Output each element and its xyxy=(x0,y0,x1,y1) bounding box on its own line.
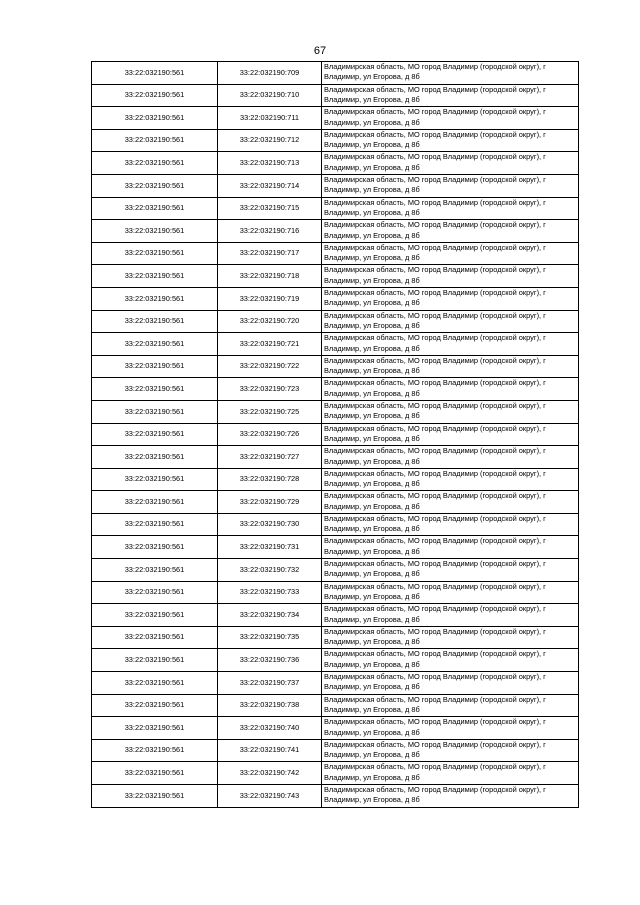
cadastral-number: 33:22:032190:740 xyxy=(218,717,322,740)
parent-cadastral-number: 33:22:032190:561 xyxy=(92,242,218,265)
parent-cadastral-number: 33:22:032190:561 xyxy=(92,265,218,288)
address: Владимирская область, МО город Владимир (городской округ), г Владимир, ул Егорова, д 8б xyxy=(322,333,579,356)
parent-cadastral-number: 33:22:032190:561 xyxy=(92,785,218,808)
table-row xyxy=(92,559,579,582)
table-row xyxy=(92,129,579,152)
table-row xyxy=(92,739,579,762)
address: Владимирская область, МО город Владимир (городской округ), г Владимир, ул Егорова, д 8б xyxy=(322,107,579,130)
cadastral-number: 33:22:032190:742 xyxy=(218,762,322,785)
table-row xyxy=(92,491,579,514)
address: Владимирская область, МО город Владимир (городской округ), г Владимир, ул Егорова, д 8б xyxy=(322,265,579,288)
parent-cadastral-number: 33:22:032190:561 xyxy=(92,717,218,740)
cadastral-number: 33:22:032190:733 xyxy=(218,581,322,604)
table-row xyxy=(92,536,579,559)
parent-cadastral-number: 33:22:032190:561 xyxy=(92,559,218,582)
table-row xyxy=(92,717,579,740)
table-row xyxy=(92,649,579,672)
address: Владимирская область, МО город Владимир (городской округ), г Владимир, ул Егорова, д 8б xyxy=(322,242,579,265)
address: Владимирская область, МО город Владимир (городской округ), г Владимир, ул Егорова, д 8б xyxy=(322,785,579,808)
parent-cadastral-number: 33:22:032190:561 xyxy=(92,491,218,514)
table-row xyxy=(92,152,579,175)
cadastral-number: 33:22:032190:710 xyxy=(218,84,322,107)
address: Владимирская область, МО город Владимир (городской округ), г Владимир, ул Егорова, д 8б xyxy=(322,197,579,220)
table-row xyxy=(92,287,579,310)
table-row xyxy=(92,378,579,401)
address: Владимирская область, МО город Владимир (городской округ), г Владимир, ул Егорова, д 8б xyxy=(322,536,579,559)
table-row xyxy=(92,220,579,243)
cadastral-number: 33:22:032190:725 xyxy=(218,400,322,423)
cadastral-number: 33:22:032190:737 xyxy=(218,672,322,695)
table-row xyxy=(92,762,579,785)
address: Владимирская область, МО город Владимир (городской округ), г Владимир, ул Егорова, д 8б xyxy=(322,626,579,649)
parent-cadastral-number: 33:22:032190:561 xyxy=(92,333,218,356)
parent-cadastral-number: 33:22:032190:561 xyxy=(92,355,218,378)
address: Владимирская область, МО город Владимир (городской округ), г Владимир, ул Егорова, д 8б xyxy=(322,604,579,627)
table-row xyxy=(92,355,579,378)
cadastral-number: 33:22:032190:727 xyxy=(218,446,322,469)
parent-cadastral-number: 33:22:032190:561 xyxy=(92,468,218,491)
table-row xyxy=(92,604,579,627)
parent-cadastral-number: 33:22:032190:561 xyxy=(92,694,218,717)
page-number: 67 xyxy=(313,45,327,57)
address: Владимирская область, МО город Владимир (городской округ), г Владимир, ул Егорова, д 8б xyxy=(322,174,579,197)
address: Владимирская область, МО город Владимир (городской округ), г Владимир, ул Егорова, д 8б xyxy=(322,468,579,491)
parent-cadastral-number: 33:22:032190:561 xyxy=(92,310,218,333)
cadastral-number: 33:22:032190:712 xyxy=(218,129,322,152)
cadastral-number: 33:22:032190:722 xyxy=(218,355,322,378)
address: Владимирская область, МО город Владимир (городской округ), г Владимир, ул Егорова, д 8б xyxy=(322,84,579,107)
cadastral-number: 33:22:032190:716 xyxy=(218,220,322,243)
table-row xyxy=(92,423,579,446)
parent-cadastral-number: 33:22:032190:561 xyxy=(92,581,218,604)
address: Владимирская область, МО город Владимир (городской округ), г Владимир, ул Егорова, д 8б xyxy=(322,220,579,243)
address: Владимирская область, МО город Владимир (городской округ), г Владимир, ул Егорова, д 8б xyxy=(322,491,579,514)
address: Владимирская область, МО город Владимир (городской округ), г Владимир, ул Егорова, д 8б xyxy=(322,559,579,582)
parent-cadastral-number: 33:22:032190:561 xyxy=(92,152,218,175)
table-row xyxy=(92,107,579,130)
address: Владимирская область, МО город Владимир (городской округ), г Владимир, ул Егорова, д 8б xyxy=(322,310,579,333)
parent-cadastral-number: 33:22:032190:561 xyxy=(92,649,218,672)
cadastral-number: 33:22:032190:734 xyxy=(218,604,322,627)
table-row xyxy=(92,446,579,469)
cadastral-number: 33:22:032190:729 xyxy=(218,491,322,514)
parent-cadastral-number: 33:22:032190:561 xyxy=(92,220,218,243)
parent-cadastral-number: 33:22:032190:561 xyxy=(92,197,218,220)
parent-cadastral-number: 33:22:032190:561 xyxy=(92,536,218,559)
cadastral-number: 33:22:032190:721 xyxy=(218,333,322,356)
table-row xyxy=(92,672,579,695)
parent-cadastral-number: 33:22:032190:561 xyxy=(92,84,218,107)
table-row xyxy=(92,333,579,356)
table-row xyxy=(92,265,579,288)
parent-cadastral-number: 33:22:032190:561 xyxy=(92,107,218,130)
address: Владимирская область, МО город Владимир (городской округ), г Владимир, ул Егорова, д 8б xyxy=(322,739,579,762)
address: Владимирская область, МО город Владимир (городской округ), г Владимир, ул Егорова, д 8б xyxy=(322,62,579,85)
parent-cadastral-number: 33:22:032190:561 xyxy=(92,762,218,785)
table-row xyxy=(92,174,579,197)
cadastral-table xyxy=(91,61,579,808)
cadastral-number: 33:22:032190:726 xyxy=(218,423,322,446)
cadastral-number: 33:22:032190:717 xyxy=(218,242,322,265)
cadastral-number: 33:22:032190:720 xyxy=(218,310,322,333)
cadastral-number: 33:22:032190:738 xyxy=(218,694,322,717)
table-row xyxy=(92,62,579,85)
cadastral-number: 33:22:032190:731 xyxy=(218,536,322,559)
parent-cadastral-number: 33:22:032190:561 xyxy=(92,129,218,152)
cadastral-number: 33:22:032190:732 xyxy=(218,559,322,582)
table-row xyxy=(92,513,579,536)
parent-cadastral-number: 33:22:032190:561 xyxy=(92,287,218,310)
address: Владимирская область, МО город Владимир (городской округ), г Владимир, ул Егорова, д 8б xyxy=(322,152,579,175)
table-row xyxy=(92,468,579,491)
parent-cadastral-number: 33:22:032190:561 xyxy=(92,604,218,627)
cadastral-number: 33:22:032190:711 xyxy=(218,107,322,130)
cadastral-number: 33:22:032190:713 xyxy=(218,152,322,175)
parent-cadastral-number: 33:22:032190:561 xyxy=(92,672,218,695)
parent-cadastral-number: 33:22:032190:561 xyxy=(92,400,218,423)
table-row xyxy=(92,400,579,423)
address: Владимирская область, МО город Владимир (городской округ), г Владимир, ул Егорова, д 8б xyxy=(322,423,579,446)
parent-cadastral-number: 33:22:032190:561 xyxy=(92,62,218,85)
address: Владимирская область, МО город Владимир (городской округ), г Владимир, ул Егорова, д 8б xyxy=(322,672,579,695)
cadastral-number: 33:22:032190:723 xyxy=(218,378,322,401)
table-row xyxy=(92,310,579,333)
address: Владимирская область, МО город Владимир (городской округ), г Владимир, ул Егорова, д 8б xyxy=(322,287,579,310)
parent-cadastral-number: 33:22:032190:561 xyxy=(92,378,218,401)
table-row xyxy=(92,626,579,649)
cadastral-number: 33:22:032190:719 xyxy=(218,287,322,310)
cadastral-number: 33:22:032190:728 xyxy=(218,468,322,491)
parent-cadastral-number: 33:22:032190:561 xyxy=(92,626,218,649)
address: Владимирская область, МО город Владимир (городской округ), г Владимир, ул Егорова, д 8б xyxy=(322,694,579,717)
cadastral-number: 33:22:032190:718 xyxy=(218,265,322,288)
address: Владимирская область, МО город Владимир (городской округ), г Владимир, ул Егорова, д 8б xyxy=(322,355,579,378)
address: Владимирская область, МО город Владимир (городской округ), г Владимир, ул Егорова, д 8б xyxy=(322,649,579,672)
table-row xyxy=(92,197,579,220)
address: Владимирская область, МО город Владимир (городской округ), г Владимир, ул Егорова, д 8б xyxy=(322,378,579,401)
table-row xyxy=(92,785,579,808)
address: Владимирская область, МО город Владимир (городской округ), г Владимир, ул Егорова, д 8б xyxy=(322,400,579,423)
table-row xyxy=(92,84,579,107)
cadastral-number: 33:22:032190:709 xyxy=(218,62,322,85)
parent-cadastral-number: 33:22:032190:561 xyxy=(92,423,218,446)
cadastral-number: 33:22:032190:714 xyxy=(218,174,322,197)
parent-cadastral-number: 33:22:032190:561 xyxy=(92,513,218,536)
address: Владимирская область, МО город Владимир (городской округ), г Владимир, ул Егорова, д 8б xyxy=(322,762,579,785)
address: Владимирская область, МО город Владимир (городской округ), г Владимир, ул Егорова, д 8б xyxy=(322,513,579,536)
table-row xyxy=(92,694,579,717)
cadastral-number: 33:22:032190:736 xyxy=(218,649,322,672)
cadastral-table-body xyxy=(92,62,579,808)
table-row xyxy=(92,581,579,604)
address: Владимирская область, МО город Владимир (городской округ), г Владимир, ул Егорова, д 8б xyxy=(322,717,579,740)
table-row xyxy=(92,242,579,265)
parent-cadastral-number: 33:22:032190:561 xyxy=(92,446,218,469)
address: Владимирская область, МО город Владимир (городской округ), г Владимир, ул Егорова, д 8б xyxy=(322,446,579,469)
address: Владимирская область, МО город Владимир (городской округ), г Владимир, ул Егорова, д 8б xyxy=(322,129,579,152)
cadastral-number: 33:22:032190:715 xyxy=(218,197,322,220)
cadastral-number: 33:22:032190:743 xyxy=(218,785,322,808)
cadastral-number: 33:22:032190:730 xyxy=(218,513,322,536)
parent-cadastral-number: 33:22:032190:561 xyxy=(92,174,218,197)
parent-cadastral-number: 33:22:032190:561 xyxy=(92,739,218,762)
cadastral-number: 33:22:032190:741 xyxy=(218,739,322,762)
address: Владимирская область, МО город Владимир (городской округ), г Владимир, ул Егорова, д 8б xyxy=(322,581,579,604)
cadastral-number: 33:22:032190:735 xyxy=(218,626,322,649)
